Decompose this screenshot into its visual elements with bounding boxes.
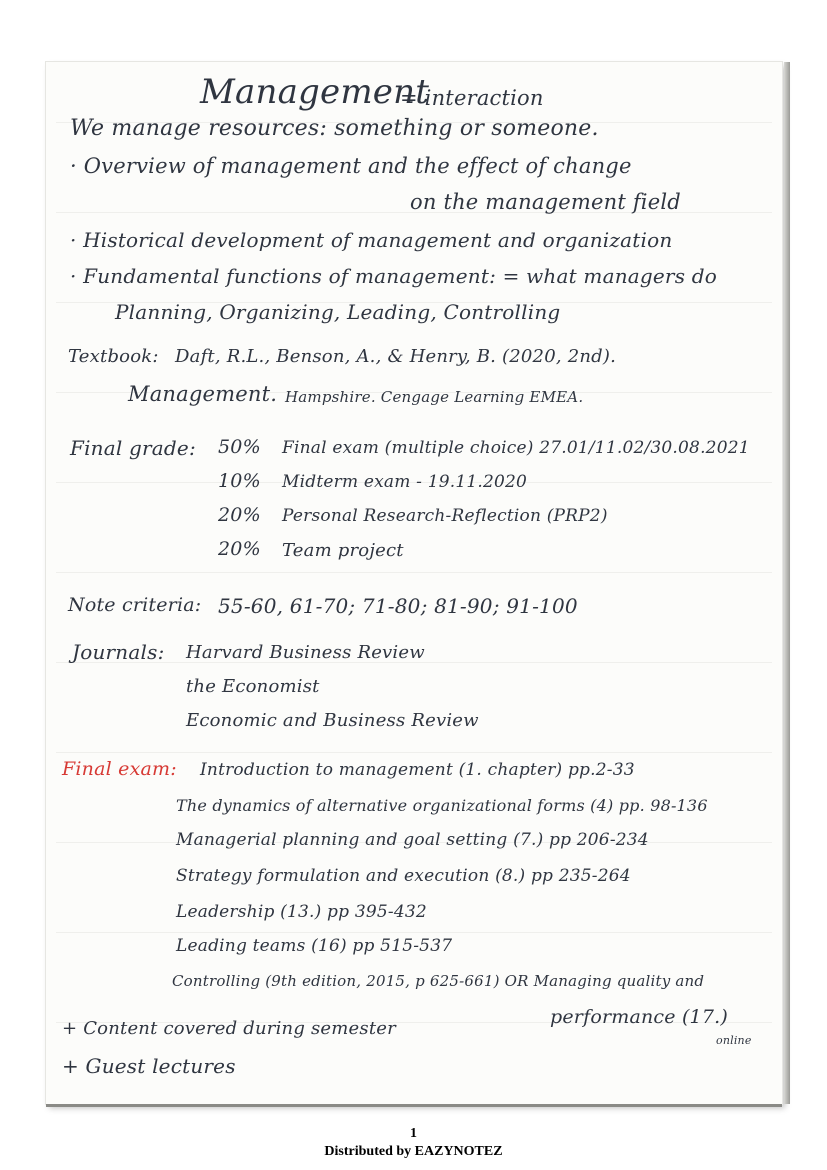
journals-label: Journals:: [72, 640, 165, 664]
criteria-label: Note criteria:: [68, 594, 202, 616]
exam-topic: Strategy formulation and execution (8.) pp 235-264: [176, 866, 631, 886]
grade-item: Midterm exam - 19.11.2020: [282, 472, 528, 492]
exam-topic: The dynamics of alternative organizational forms (4) pp. 98-136: [176, 796, 708, 815]
extra-item: + Guest lectures: [62, 1054, 236, 1078]
manage-line: We manage resources: something or someone.: [70, 116, 599, 141]
distributor-credit: Distributed by EAZYNOTEZ: [324, 1144, 503, 1159]
textbook-citation: Daft, R.L., Benson, A., & Henry, B. (2020, 2nd).: [175, 346, 617, 367]
page-title-subtitle: = interaction: [400, 86, 544, 110]
grade-percent: 20%: [218, 504, 261, 526]
exam-topic: Leadership (13.) pp 395-432: [176, 902, 427, 922]
journal-item: Economic and Business Review: [186, 710, 479, 731]
page-title: Management: [200, 72, 430, 112]
bullet-overview-cont: on the management field: [410, 190, 681, 214]
final-grade-label: Final grade:: [70, 436, 196, 460]
grade-item: Team project: [282, 540, 404, 561]
grade-percent: 50%: [218, 436, 261, 458]
extra-item: + Content covered during semester: [62, 1018, 396, 1039]
criteria-value: 55-60, 61-70; 71-80; 81-90; 91-100: [218, 594, 578, 618]
functions-list: Planning, Organizing, Leading, Controlling: [115, 300, 561, 324]
exam-topic-cont: performance (17.): [550, 1006, 728, 1028]
grade-percent: 20%: [218, 538, 261, 560]
ruled-line: [56, 932, 772, 933]
bullet-overview: · Overview of management and the effect of change: [70, 154, 632, 178]
journal-item: Harvard Business Review: [186, 642, 425, 663]
exam-topic: Introduction to management (1. chapter) pp.2-33: [200, 760, 635, 780]
final-exam-label: Final exam:: [62, 758, 177, 780]
ruled-line: [56, 752, 772, 753]
grade-item: Final exam (multiple choice) 27.01/11.02/30.08.2021: [282, 438, 750, 458]
journal-item: the Economist: [186, 676, 320, 697]
ruled-line: [56, 572, 772, 573]
exam-topic: Managerial planning and goal setting (7.) pp 206-234: [176, 830, 649, 850]
bullet-historical: · Historical development of management and organization: [70, 228, 673, 252]
exam-topic: Controlling (9th edition, 2015, p 625-661) OR Managing quality and: [172, 972, 705, 990]
grade-item: Personal Research-Reflection (PRP2): [282, 506, 608, 526]
textbook-publisher: Hampshire. Cengage Learning EMEA.: [285, 388, 584, 406]
exam-topic-note: online: [716, 1034, 752, 1047]
page-number: 1: [410, 1126, 417, 1141]
textbook-title: Management.: [128, 382, 278, 406]
bullet-functions: · Fundamental functions of management: = what managers do: [70, 264, 717, 288]
textbook-label: Textbook:: [68, 346, 159, 367]
grade-percent: 10%: [218, 470, 261, 492]
exam-topic: Leading teams (16) pp 515-537: [176, 936, 453, 956]
